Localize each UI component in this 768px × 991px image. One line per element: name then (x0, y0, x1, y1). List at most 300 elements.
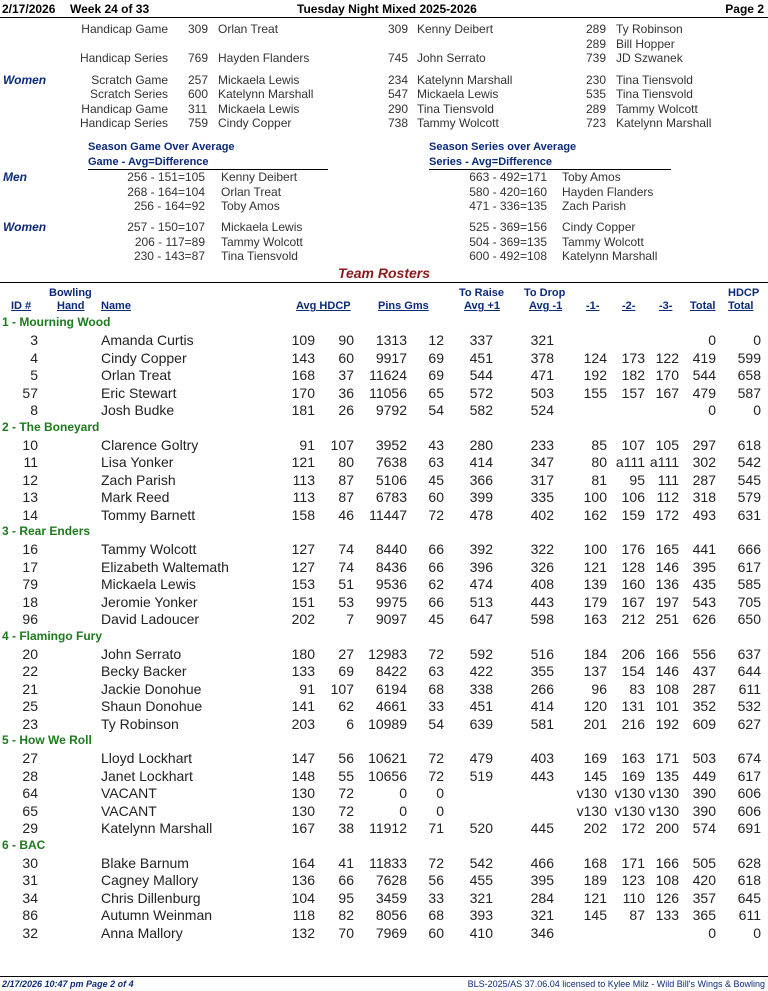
row-avg: 147 (291, 750, 315, 766)
row-id: 23 (22, 715, 38, 732)
row-name: David Ladoucer (101, 611, 200, 627)
row-hdcp-total: 611 (738, 680, 761, 697)
row-to-raise: 422 (469, 663, 493, 679)
row-to-raise: 392 (469, 541, 493, 557)
row-game3: 197 (655, 593, 679, 610)
row-game2: 171 (621, 854, 645, 871)
men-group-label: Men (3, 170, 27, 184)
row-to-raise: 520 (469, 820, 493, 836)
row-hdcp: 56 (338, 750, 354, 766)
row-game2: 160 (621, 576, 645, 592)
row-to-raise: 393 (469, 907, 493, 923)
row-game1: 168 (583, 854, 607, 871)
row-to-raise: 544 (469, 367, 493, 383)
col-name: Name (101, 300, 131, 312)
row-hdcp: 87 (338, 489, 354, 505)
row-game1: 201 (583, 715, 607, 732)
row-total: 0 (708, 402, 716, 418)
team-name: 6 - BAC (2, 837, 46, 852)
row-name: Tammy Wolcott (101, 541, 197, 557)
award-score: 309 (388, 22, 409, 36)
award-bowler: Tammy Wolcott (616, 102, 698, 116)
row-name: Lloyd Lockhart (101, 750, 193, 766)
row-game3: 171 (655, 750, 679, 766)
row-total: 357 (692, 889, 716, 906)
row-id: 17 (22, 558, 38, 575)
season-bowler: Hayden Flanders (562, 184, 654, 199)
row-to-raise: 474 (469, 576, 493, 592)
row-name: Jackie Donohue (101, 680, 202, 697)
row-games: 68 (428, 907, 444, 923)
row-total: 420 (692, 872, 716, 888)
row-game3: 105 (655, 436, 679, 453)
row-game3: 251 (655, 611, 679, 627)
row-to-raise: 572 (469, 384, 493, 401)
col-id: ID # (11, 300, 32, 312)
row-game1: 100 (583, 489, 607, 505)
row-hdcp: 36 (338, 384, 354, 401)
row-to-raise: 582 (469, 402, 493, 418)
team-name: 5 - How We Roll (2, 733, 92, 747)
award-bowler: John Serrato (417, 51, 486, 65)
row-name: Chris Dillenburg (101, 889, 201, 906)
row-id: 65 (22, 802, 38, 819)
row-hdcp-total: 705 (737, 593, 761, 610)
row-avg: 127 (291, 558, 315, 575)
row-games: 72 (428, 750, 444, 766)
row-avg: 141 (291, 698, 315, 714)
season-series-title: Season Series over Average (429, 141, 577, 153)
row-name: Autumn Weinman (101, 907, 213, 923)
row-hdcp-total: 674 (737, 750, 761, 766)
row-id: 14 (22, 506, 38, 523)
row-pins: 3952 (375, 436, 407, 453)
row-hdcp-total: 618 (737, 436, 761, 453)
row-game3: 136 (655, 576, 679, 592)
row-hdcp-total: 587 (737, 384, 761, 401)
row-to-raise: 410 (469, 924, 493, 941)
row-game1: 96 (591, 680, 607, 697)
row-games: 60 (428, 924, 444, 941)
row-game3: 108 (655, 872, 679, 888)
row-pins: 4661 (375, 698, 407, 714)
row-hdcp: 27 (338, 645, 354, 662)
season-game-title: Season Game Over Average (88, 141, 235, 153)
row-pins: 9536 (375, 576, 407, 592)
row-id: 64 (22, 785, 38, 801)
row-hdcp: 53 (338, 593, 354, 610)
row-hdcp-total: 618 (737, 872, 761, 888)
row-id: 27 (22, 750, 38, 766)
season-bowler: Orlan Treat (221, 184, 282, 199)
row-avg: 136 (291, 872, 315, 888)
row-to-raise: 513 (469, 593, 493, 610)
row-pins: 1313 (375, 332, 407, 348)
row-hdcp-total: 579 (737, 489, 761, 505)
row-avg: 130 (291, 802, 315, 819)
award-bowler: Katelynn Marshall (417, 73, 513, 87)
award-score: 769 (188, 51, 209, 65)
team-name: 1 - Mourning Wood (2, 315, 111, 329)
row-games: 63 (428, 454, 444, 470)
row-to-drop: 471 (530, 367, 554, 383)
row-games: 72 (428, 645, 444, 662)
season-calc: 257 - 150=107 (127, 220, 205, 234)
row-games: 63 (428, 663, 444, 679)
row-name: Lisa Yonker (101, 454, 174, 470)
row-id: 16 (22, 541, 38, 557)
row-id: 12 (22, 471, 38, 488)
row-game2: 95 (629, 471, 645, 488)
award-bowler: JD Szwanek (616, 51, 683, 65)
col-pins-gms: Pins Gms (378, 300, 429, 312)
row-hdcp-total: 691 (737, 820, 761, 836)
award-bowler: Mickaela Lewis (417, 87, 499, 101)
row-to-drop: 346 (530, 924, 554, 941)
row-total: 287 (692, 680, 716, 697)
row-avg: 181 (291, 402, 315, 418)
row-hdcp-total: 658 (737, 367, 761, 383)
row-hdcp-total: 542 (737, 454, 761, 470)
row-game1: 192 (583, 367, 607, 383)
season-bowler: Mickaela Lewis (221, 220, 303, 234)
col-avg-hdcp: Avg HDCP (296, 300, 351, 312)
row-name: Anna Mallory (101, 924, 183, 941)
row-games: 0 (436, 802, 444, 819)
row-hdcp: 41 (338, 854, 354, 871)
row-hdcp: 6 (346, 715, 354, 732)
award-category: Handicap Game (81, 102, 168, 116)
row-to-drop: 317 (530, 471, 554, 488)
team-name: 4 - Flamingo Fury (2, 628, 103, 643)
row-pins: 9917 (375, 349, 407, 366)
row-game3: 146 (655, 663, 679, 679)
row-hdcp: 69 (338, 663, 354, 679)
season-calc: 504 - 369=135 (469, 234, 547, 249)
row-avg: 121 (291, 454, 315, 470)
row-id: 32 (22, 924, 38, 941)
award-bowler: Tina Tiensvold (417, 102, 494, 116)
row-hdcp: 37 (338, 367, 354, 383)
row-hdcp-total: 585 (737, 576, 761, 592)
row-to-raise: 639 (469, 715, 493, 732)
row-total: 556 (692, 645, 716, 662)
row-to-drop: 445 (530, 820, 554, 836)
row-total: 574 (692, 820, 716, 836)
row-game1: 80 (591, 454, 607, 470)
row-avg: 91 (299, 680, 315, 697)
col-hdcp-total: Total (728, 300, 754, 312)
row-avg: 153 (291, 576, 315, 592)
row-total: 318 (692, 489, 716, 505)
row-game1: 145 (583, 767, 607, 784)
award-bowler: Mickaela Lewis (218, 102, 300, 116)
award-bowler: Hayden Flanders (218, 51, 310, 65)
row-games: 12 (428, 332, 444, 348)
row-games: 60 (428, 489, 444, 505)
row-id: 5 (30, 367, 38, 383)
row-id: 96 (22, 611, 38, 627)
row-game3: 165 (655, 541, 679, 557)
row-name: VACANT (101, 785, 157, 801)
row-total: 493 (692, 506, 716, 523)
row-hdcp-total: 650 (737, 611, 761, 627)
row-name: Eric Stewart (101, 384, 177, 401)
row-pins: 7638 (375, 454, 407, 470)
row-game3: v130 (648, 802, 679, 819)
row-hdcp: 26 (338, 402, 354, 418)
row-to-drop: 321 (530, 332, 554, 348)
row-total: 352 (692, 698, 716, 714)
row-pins: 8436 (375, 558, 407, 575)
award-bowler: Bill Hopper (616, 37, 675, 51)
row-id: 18 (22, 593, 38, 610)
row-to-drop: 466 (530, 854, 554, 871)
rosters-rule (0, 282, 768, 283)
row-game1: 139 (583, 576, 607, 592)
row-pins: 10989 (368, 715, 407, 732)
row-hdcp-total: 627 (737, 715, 761, 732)
row-id: 29 (22, 820, 38, 836)
row-games: 54 (428, 715, 444, 732)
footer-printed: 2/17/2026 10:47 pm Page 2 of 4 (2, 979, 134, 989)
row-game1: 163 (583, 611, 607, 627)
col-drop-top: To Drop (524, 287, 566, 299)
row-hdcp-total: 644 (737, 663, 761, 679)
row-id: 57 (22, 384, 38, 401)
row-name: Jeromie Yonker (101, 593, 198, 610)
row-games: 71 (428, 820, 444, 836)
row-to-raise: 399 (469, 489, 493, 505)
award-category: Handicap Series (79, 116, 168, 130)
row-total: 302 (692, 454, 716, 470)
row-game2: 212 (621, 611, 645, 627)
row-total: 479 (692, 384, 716, 401)
row-hdcp: 107 (330, 680, 354, 697)
season-bowler: Kenny Deibert (221, 170, 298, 184)
row-games: 69 (428, 349, 444, 366)
row-game2: v130 (614, 802, 645, 819)
row-game1: 155 (583, 384, 607, 401)
row-game2: 157 (621, 384, 645, 401)
row-total: 287 (692, 471, 716, 488)
row-name: Mickaela Lewis (101, 576, 196, 592)
row-avg: 130 (291, 785, 315, 801)
row-total: 544 (692, 367, 716, 383)
season-bowler: Tammy Wolcott (221, 234, 303, 249)
season-game-subtitle: Game - Avg=Difference (88, 156, 209, 168)
row-to-raise: 592 (469, 645, 493, 662)
row-games: 62 (428, 576, 444, 592)
col-raise: Avg +1 (464, 300, 500, 312)
row-to-drop: 321 (530, 907, 554, 923)
report-date: 2/17/2026 (2, 2, 56, 16)
award-score: 759 (188, 116, 209, 130)
row-id: 22 (22, 663, 38, 679)
row-to-raise: 338 (469, 680, 493, 697)
row-hdcp: 107 (330, 436, 354, 453)
row-to-raise: 414 (469, 454, 493, 470)
row-hdcp-total: 628 (737, 854, 761, 871)
row-name: Katelynn Marshall (101, 820, 213, 836)
award-score: 289 (586, 102, 607, 116)
row-id: 20 (22, 645, 38, 662)
award-score: 738 (388, 116, 409, 130)
row-hdcp-total: 637 (737, 645, 761, 662)
row-games: 66 (428, 541, 444, 557)
row-pins: 8440 (375, 541, 407, 557)
row-avg: 143 (291, 349, 315, 366)
row-game1: 184 (583, 645, 607, 662)
row-pins: 9975 (375, 593, 407, 610)
row-to-raise: 451 (469, 349, 493, 366)
row-name: Shaun Donohue (101, 698, 203, 714)
row-name: Josh Budke (101, 402, 175, 418)
row-game2: 106 (621, 489, 645, 505)
row-game3: 167 (655, 384, 679, 401)
row-total: 609 (692, 715, 716, 732)
row-hdcp: 95 (338, 889, 354, 906)
row-id: 11 (23, 454, 38, 470)
row-to-raise: 542 (469, 854, 493, 871)
row-hdcp: 66 (338, 872, 354, 888)
row-game3: a111 (649, 454, 679, 470)
row-game1: 189 (583, 872, 607, 888)
row-avg: 168 (291, 367, 315, 383)
row-pins: 10656 (368, 767, 407, 784)
award-category: Scratch Game (91, 73, 168, 87)
season-bowler: Zach Parish (562, 199, 627, 213)
row-to-drop: 443 (530, 767, 554, 784)
row-avg: 132 (291, 924, 315, 941)
row-id: 4 (30, 349, 38, 366)
row-pins: 10621 (368, 750, 407, 766)
season-series-subtitle: Series - Avg=Difference (429, 156, 552, 168)
row-game1: 121 (583, 558, 607, 575)
row-games: 56 (428, 872, 444, 888)
row-total: 435 (692, 576, 716, 592)
row-name: Amanda Curtis (101, 332, 194, 348)
row-games: 43 (428, 436, 444, 453)
row-to-raise: 337 (469, 332, 493, 348)
row-game2: 172 (621, 820, 645, 836)
row-to-raise: 647 (469, 611, 493, 627)
row-name: Blake Barnum (101, 854, 189, 871)
row-id: 8 (30, 402, 38, 418)
row-game3: 111 (657, 471, 679, 488)
row-games: 45 (428, 611, 444, 627)
row-games: 72 (428, 506, 444, 523)
row-game2: 87 (629, 907, 645, 923)
row-hdcp-total: 532 (737, 698, 761, 714)
row-id: 3 (30, 332, 38, 348)
row-hdcp-total: 545 (737, 471, 761, 488)
col-hand-top: Bowling (49, 287, 92, 299)
row-to-drop: 414 (530, 698, 554, 714)
row-game2: 173 (621, 349, 645, 366)
row-to-raise: 366 (469, 471, 493, 488)
row-avg: 127 (291, 541, 315, 557)
row-total: 503 (692, 750, 716, 766)
row-name: Orlan Treat (101, 367, 172, 383)
row-hdcp: 74 (338, 558, 354, 575)
page-number: Page 2 (725, 2, 764, 16)
row-to-raise: 280 (469, 436, 493, 453)
row-game3: 122 (655, 349, 679, 366)
row-name: John Serrato (101, 645, 182, 662)
season-bowler: Cindy Copper (562, 220, 636, 234)
row-avg: 104 (291, 889, 315, 906)
row-game3: 133 (655, 907, 679, 923)
row-name: Cagney Mallory (101, 872, 199, 888)
row-game1: 137 (583, 663, 607, 679)
row-game3: 108 (655, 680, 679, 697)
footer-rule (0, 976, 768, 977)
row-game3: 166 (655, 645, 679, 662)
row-total: 449 (692, 767, 716, 784)
row-game2: 159 (621, 506, 645, 523)
row-total: 626 (692, 611, 716, 627)
row-games: 66 (428, 593, 444, 610)
col-drop: Avg -1 (529, 300, 563, 312)
row-total: 365 (692, 907, 716, 923)
row-hdcp: 38 (338, 820, 354, 836)
col-game3: -3- (659, 300, 673, 312)
row-game2: 167 (621, 593, 645, 610)
row-id: 31 (22, 872, 38, 888)
row-pins: 9792 (375, 402, 407, 418)
row-id: 13 (22, 489, 38, 505)
row-total: 395 (692, 558, 716, 575)
row-pins: 7969 (375, 924, 407, 941)
season-calc: 600 - 492=108 (469, 249, 547, 263)
row-games: 54 (428, 402, 444, 418)
award-category: Handicap Game (81, 22, 168, 36)
row-hdcp: 55 (338, 767, 354, 784)
season-bowler: Tina Tiensvold (221, 249, 298, 263)
row-games: 72 (428, 854, 444, 871)
award-score: 723 (586, 116, 607, 130)
award-group-label: Women (3, 73, 47, 87)
row-id: 21 (22, 680, 38, 697)
row-game2: 123 (621, 872, 645, 888)
row-avg: 113 (292, 471, 315, 488)
award-bowler: Katelynn Marshall (218, 87, 314, 101)
row-total: 390 (692, 802, 716, 819)
row-game1: v130 (576, 802, 607, 819)
season-calc: 580 - 420=160 (469, 184, 547, 199)
award-score: 600 (188, 87, 209, 101)
row-name: VACANT (101, 802, 157, 819)
row-pins: 8056 (375, 907, 407, 923)
row-total: 419 (692, 349, 716, 366)
season-series-underline (429, 169, 671, 170)
row-games: 33 (428, 889, 444, 906)
row-hdcp-total: 617 (737, 767, 761, 784)
row-game2: 169 (621, 767, 645, 784)
season-calc: 268 - 164=104 (127, 184, 205, 199)
row-game1: 169 (583, 750, 607, 766)
row-game1: 202 (583, 820, 607, 836)
row-pins: 11624 (369, 367, 407, 383)
row-to-drop: 322 (530, 541, 554, 557)
row-hdcp-total: 631 (737, 506, 761, 523)
row-to-drop: 284 (530, 889, 554, 906)
row-games: 65 (428, 384, 444, 401)
season-bowler: Toby Amos (221, 199, 280, 213)
row-pins: 6194 (375, 680, 407, 697)
row-to-raise: 321 (469, 889, 493, 906)
